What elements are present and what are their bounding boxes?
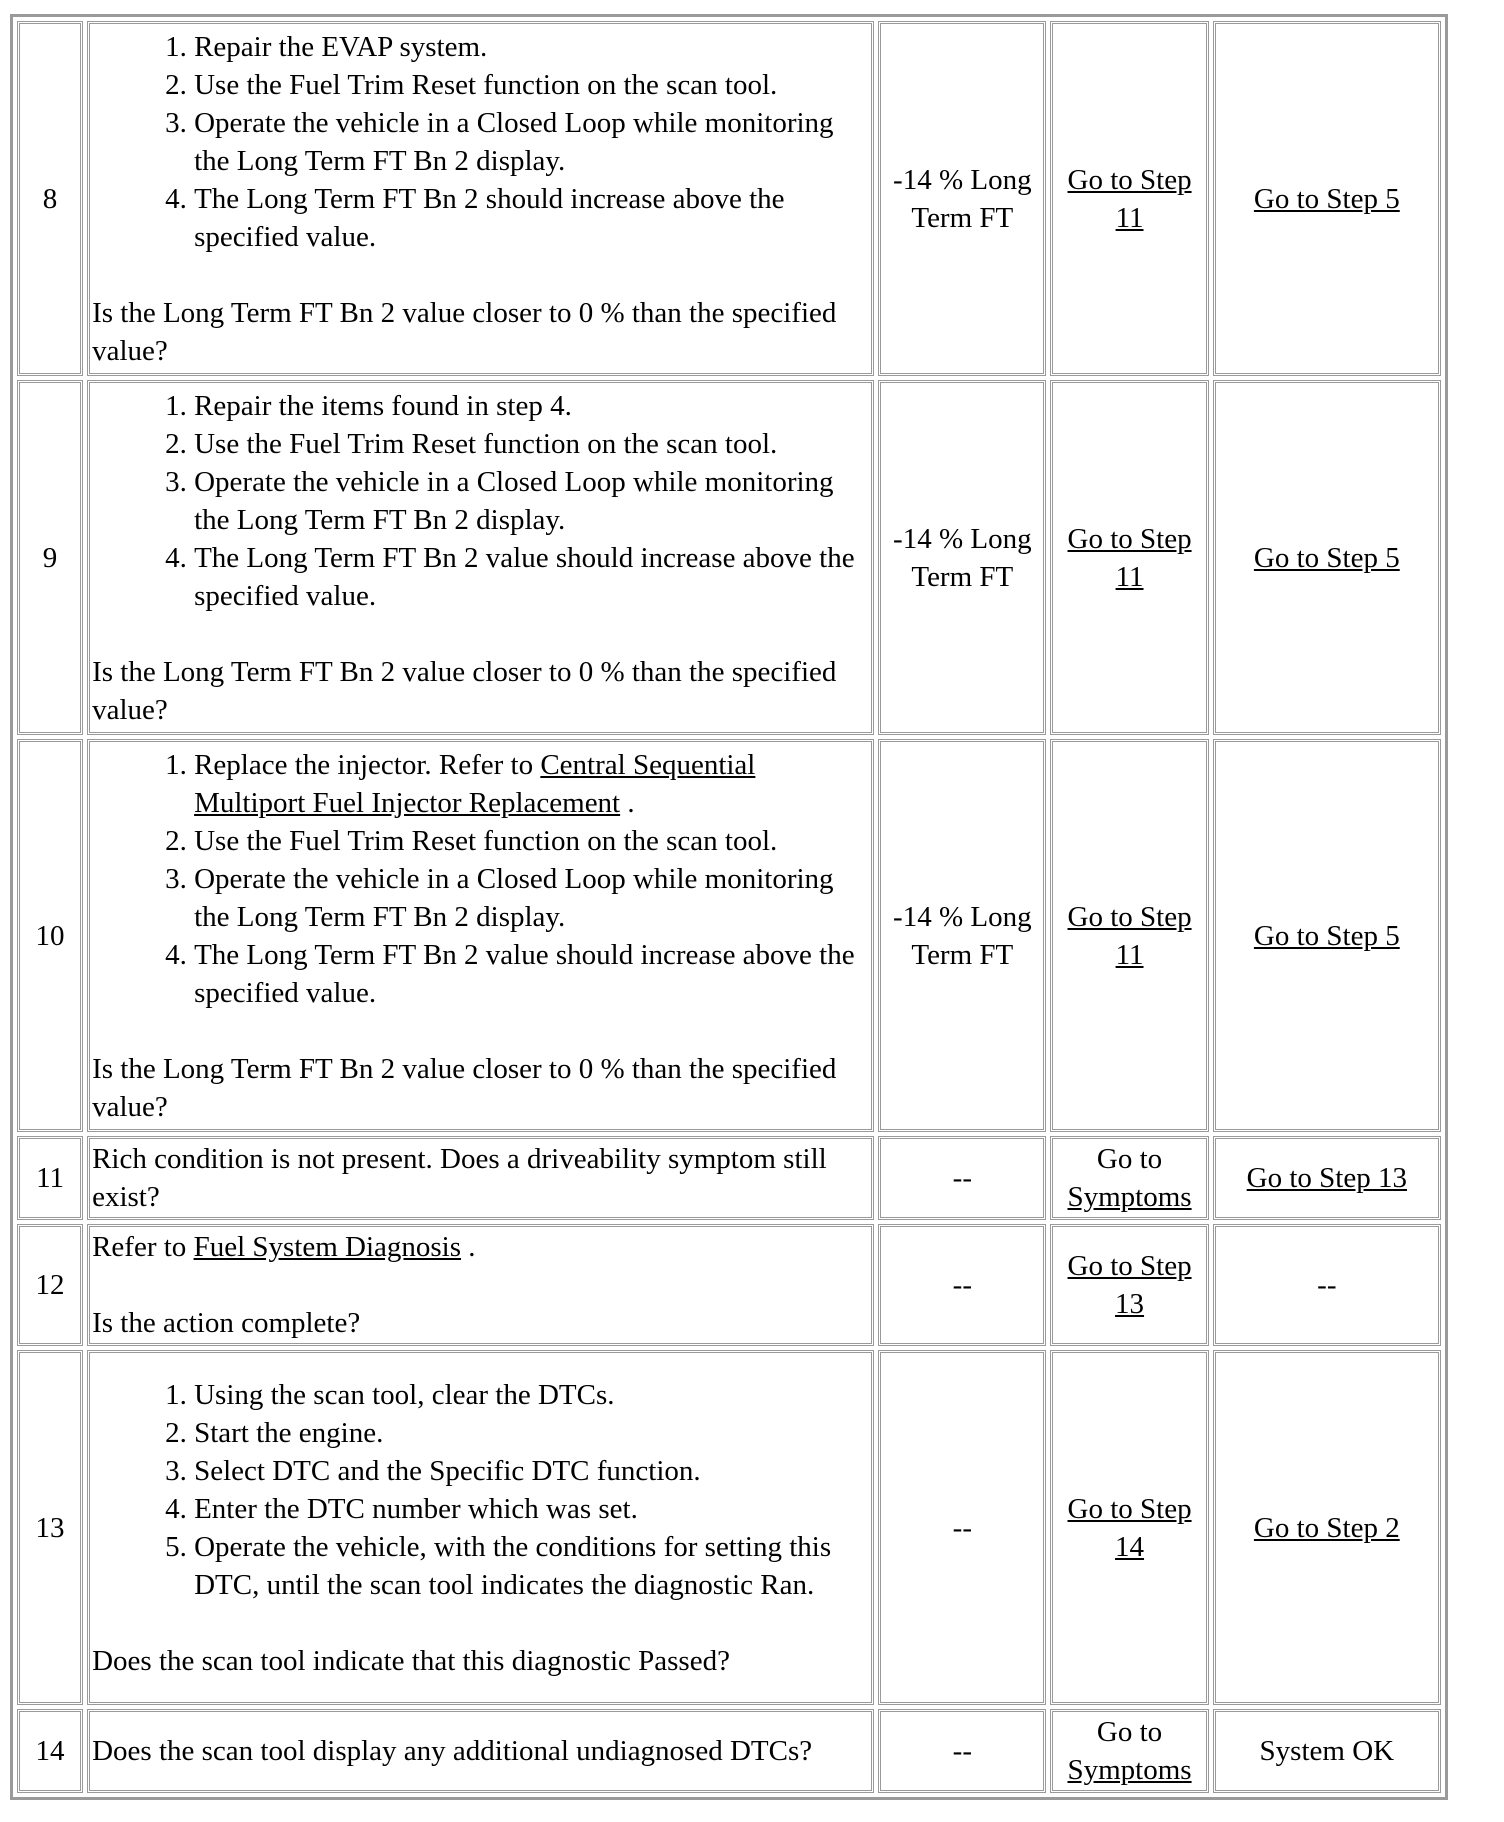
yes-cell bbox=[1050, 1709, 1208, 1793]
list-item: 2. Start the engine. bbox=[194, 1414, 869, 1452]
refer-text bbox=[92, 1228, 869, 1266]
list-item: 4. Enter the DTC number which was set. bbox=[194, 1490, 869, 1528]
no-link[interactable]: Go to Step 5 bbox=[1253, 919, 1400, 952]
action-list bbox=[92, 1376, 869, 1604]
yes-cell bbox=[1050, 380, 1208, 735]
action-cell: Rich condition is not present. Does a driveability symptom still exist? bbox=[87, 1136, 874, 1220]
list-item: 4. The Long Term FT Bn 2 should increase above the specified value. bbox=[194, 180, 869, 256]
value-cell: -- bbox=[878, 1350, 1046, 1705]
list-item: 3. Operate the vehicle in a Closed Loop while monitoring the Long Term FT Bn 2 display. bbox=[194, 463, 869, 539]
table-row bbox=[17, 380, 1441, 735]
no-cell bbox=[1213, 1350, 1441, 1705]
list-item bbox=[194, 746, 869, 822]
list-item: 1. Repair the items found in step 4. bbox=[194, 387, 869, 425]
yes-link[interactable]: Go to Step 11 bbox=[1067, 163, 1192, 234]
value-cell: -14 % Long Term FT bbox=[878, 380, 1046, 735]
no-link[interactable]: Go to Step 5 bbox=[1253, 182, 1400, 215]
list-item: 2. Use the Fuel Trim Reset function on the scan tool. bbox=[194, 425, 869, 463]
list-item: 1. Using the scan tool, clear the DTCs. bbox=[194, 1376, 869, 1414]
yes-cell bbox=[1050, 1136, 1208, 1220]
no-link[interactable]: Go to Step 13 bbox=[1246, 1162, 1407, 1194]
question-text: Is the Long Term FT Bn 2 value closer to 0 % than the specified value? bbox=[92, 655, 837, 726]
item-suffix: . bbox=[620, 786, 635, 819]
action-cell bbox=[87, 739, 874, 1132]
step-number: 10 bbox=[17, 739, 83, 1132]
injector-replacement-link[interactable]: Central Sequential Multiport Fuel Injector Replacement bbox=[194, 748, 756, 819]
action-list bbox=[92, 28, 869, 256]
table-row bbox=[17, 21, 1441, 376]
list-item: 2. Use the Fuel Trim Reset function on the scan tool. bbox=[194, 66, 869, 104]
list-item: 3. Operate the vehicle in a Closed Loop while monitoring the Long Term FT Bn 2 display. bbox=[194, 860, 869, 936]
fuel-system-diagnosis-link[interactable]: Fuel System Diagnosis bbox=[193, 1231, 462, 1263]
yes-cell bbox=[1050, 1350, 1208, 1705]
list-item: 1. Repair the EVAP system. bbox=[194, 28, 869, 66]
yes-cell bbox=[1050, 739, 1208, 1132]
value-cell: -14 % Long Term FT bbox=[878, 21, 1046, 376]
table-row bbox=[17, 739, 1441, 1132]
step-number: 13 bbox=[17, 1350, 83, 1705]
no-cell: -- bbox=[1213, 1224, 1441, 1346]
yes-link[interactable]: Go to Step 11 bbox=[1067, 900, 1192, 971]
list-item: 3. Select DTC and the Specific DTC function. bbox=[194, 1452, 869, 1490]
action-cell bbox=[87, 1350, 874, 1705]
no-cell bbox=[1213, 739, 1441, 1132]
question-text: Is the Long Term FT Bn 2 value closer to 0 % than the specified value? bbox=[92, 296, 837, 367]
refer-prefix: Refer to bbox=[92, 1231, 194, 1263]
step-number: 9 bbox=[17, 380, 83, 735]
yes-cell bbox=[1050, 21, 1208, 376]
action-cell bbox=[87, 1224, 874, 1346]
symptoms-link[interactable]: Symptoms bbox=[1067, 1181, 1192, 1213]
symptoms-link[interactable]: Symptoms bbox=[1067, 1754, 1192, 1786]
value-cell: -14 % Long Term FT bbox=[878, 739, 1046, 1132]
list-item: 3. Operate the vehicle in a Closed Loop while monitoring the Long Term FT Bn 2 display. bbox=[194, 104, 869, 180]
yes-cell bbox=[1050, 1224, 1208, 1346]
step-number: 11 bbox=[17, 1136, 83, 1220]
value-cell: -- bbox=[878, 1709, 1046, 1793]
table-row bbox=[17, 1224, 1441, 1346]
value-cell: -- bbox=[878, 1136, 1046, 1220]
step-number: 8 bbox=[17, 21, 83, 376]
no-cell bbox=[1213, 21, 1441, 376]
refer-suffix: . bbox=[461, 1231, 476, 1263]
action-cell: Does the scan tool display any additional undiagnosed DTCs? bbox=[87, 1709, 874, 1793]
no-link[interactable]: Go to Step 2 bbox=[1253, 1511, 1400, 1544]
list-item: 4. The Long Term FT Bn 2 value should increase above the specified value. bbox=[194, 936, 869, 1012]
question-text: Does the scan tool indicate that this diagnostic Passed? bbox=[92, 1644, 730, 1677]
yes-link[interactable]: Go to Step 13 bbox=[1067, 1250, 1192, 1320]
action-list bbox=[92, 387, 869, 615]
action-cell bbox=[87, 380, 874, 735]
step-number: 14 bbox=[17, 1709, 83, 1793]
no-cell bbox=[1213, 1136, 1441, 1220]
question-text: Is the Long Term FT Bn 2 value closer to 0 % than the specified value? bbox=[92, 1052, 837, 1123]
value-cell: -- bbox=[878, 1224, 1046, 1346]
yes-link[interactable]: Go to Step 11 bbox=[1067, 522, 1192, 593]
action-cell bbox=[87, 21, 874, 376]
table-row bbox=[17, 1709, 1441, 1793]
step-number: 12 bbox=[17, 1224, 83, 1346]
yes-link[interactable]: Go to Step 14 bbox=[1067, 1492, 1192, 1563]
yes-prefix: Go to bbox=[1096, 1143, 1163, 1175]
list-item: 2. Use the Fuel Trim Reset function on the scan tool. bbox=[194, 822, 869, 860]
item-text: Replace the injector. Refer to bbox=[194, 748, 541, 781]
table-row bbox=[17, 1136, 1441, 1220]
table-row bbox=[17, 1350, 1441, 1705]
action-list bbox=[92, 746, 869, 1012]
no-cell: System OK bbox=[1213, 1709, 1441, 1793]
diagnostic-table bbox=[10, 14, 1448, 1800]
yes-prefix: Go to bbox=[1096, 1716, 1163, 1748]
no-link[interactable]: Go to Step 5 bbox=[1253, 541, 1400, 574]
list-item: 5. Operate the vehicle, with the conditions for setting this DTC, until the scan tool indicates the diagnostic Ran. bbox=[194, 1528, 869, 1604]
no-cell bbox=[1213, 380, 1441, 735]
list-item: 4. The Long Term FT Bn 2 value should increase above the specified value. bbox=[194, 539, 869, 615]
question-text: Is the action complete? bbox=[92, 1307, 361, 1339]
